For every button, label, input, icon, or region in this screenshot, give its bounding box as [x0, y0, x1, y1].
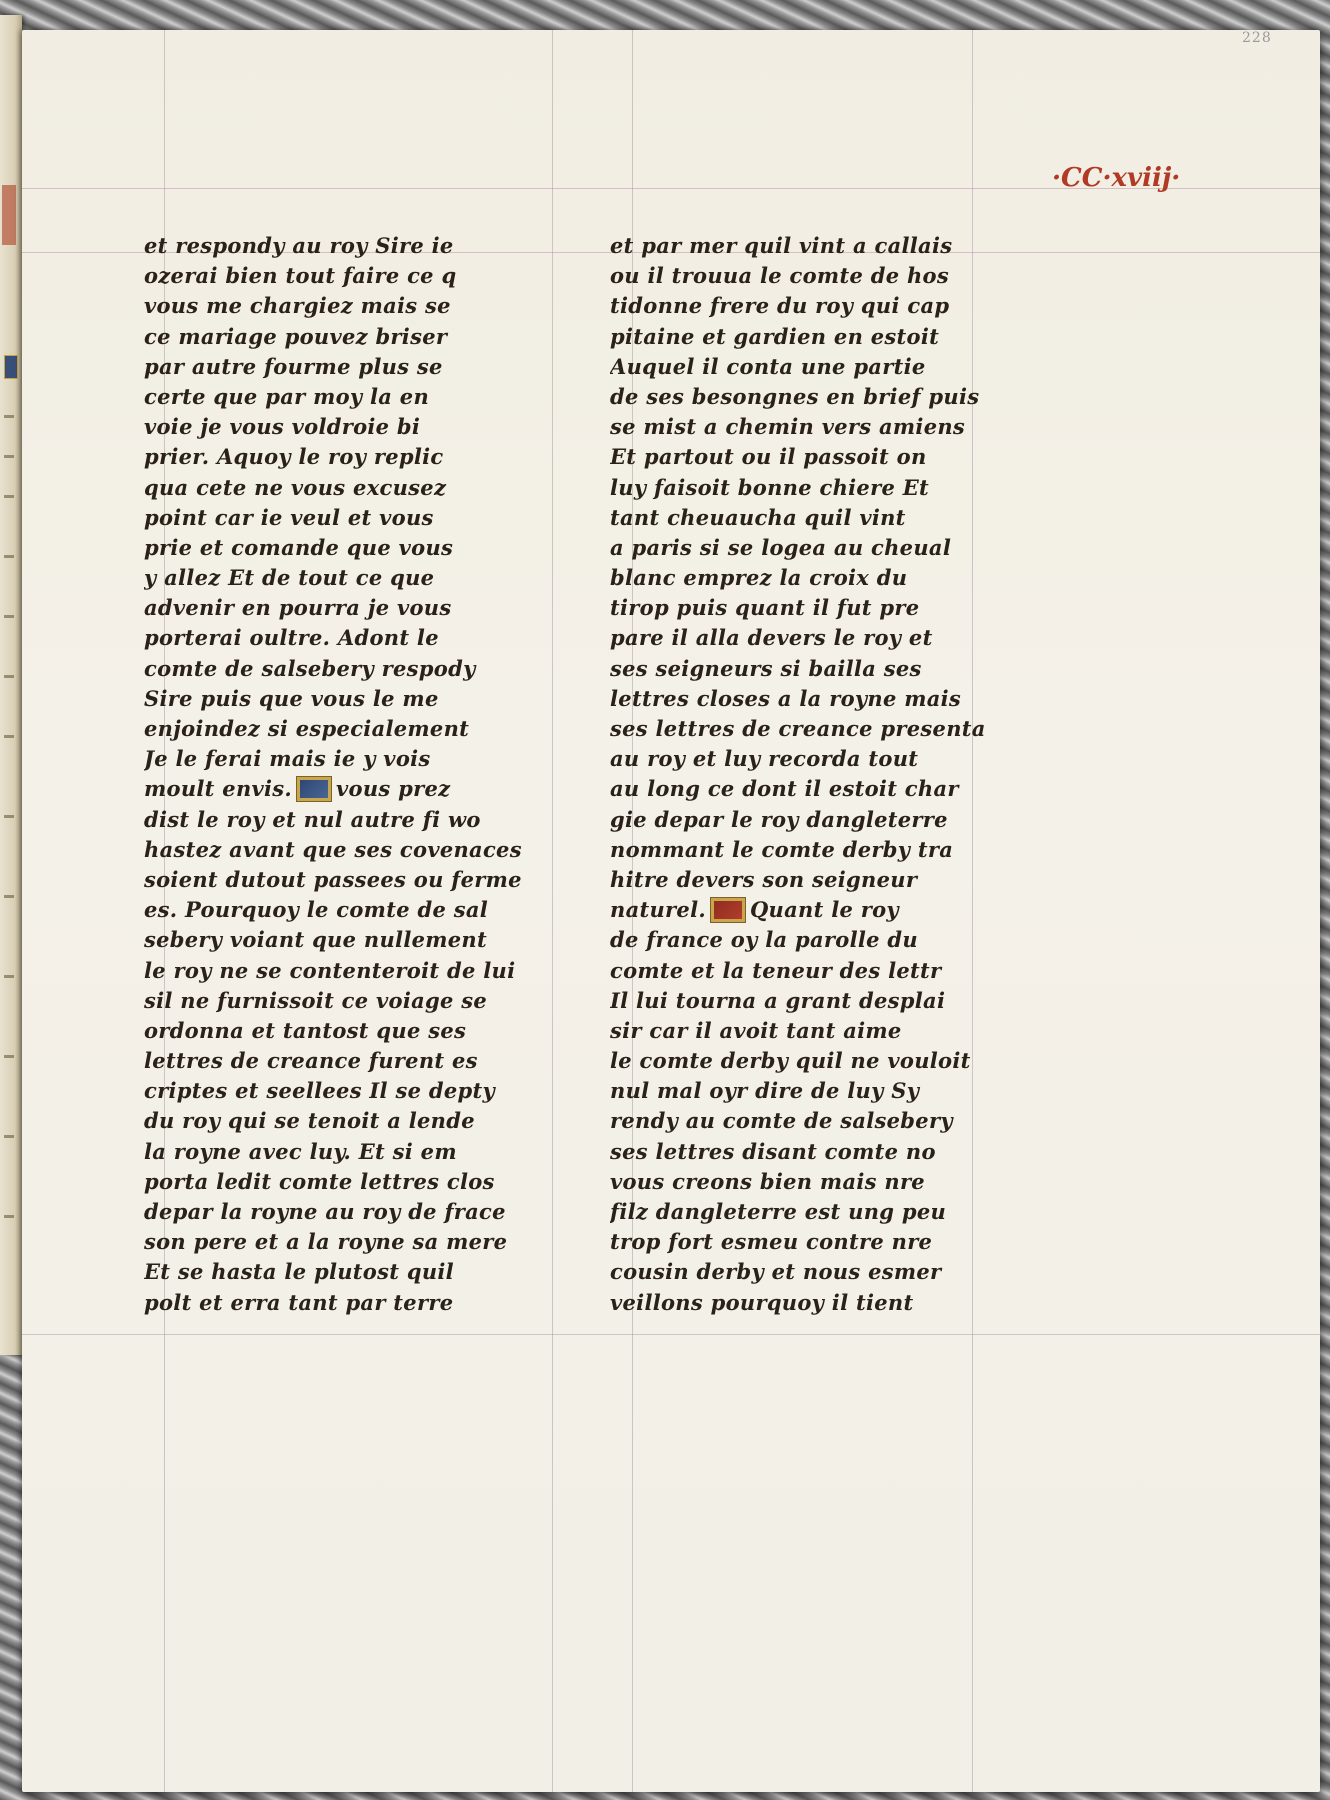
previous-page-edge [0, 15, 22, 1355]
text-line: Il lui tourna a grant desplai [610, 987, 946, 1013]
text-line: cousin derby et nous esmer [610, 1259, 942, 1285]
text-segment: vous prez [336, 776, 451, 802]
text-line: et respondy au roy Sire ie [144, 233, 454, 258]
text-line: filz dangleterre est ung peu [610, 1199, 947, 1224]
text-line: veillons pourquoy il tient [610, 1289, 914, 1315]
text-line: es. Pourquoy le comte de sal [144, 897, 489, 923]
text-line: nul mal oyr dire de luy Sy [610, 1078, 920, 1104]
text-line: Et se hasta le plutost quil [144, 1259, 454, 1285]
decorated-initial [296, 776, 332, 802]
text-line: point car ie veul et vous [144, 504, 434, 530]
chapter-number: ·CC·xviij· [1052, 163, 1181, 193]
text-line: advenir en pourra je vous [144, 595, 452, 621]
text-line: polt et erra tant par terre [144, 1289, 454, 1315]
initial-fragment [4, 355, 18, 379]
text-column-right [610, 231, 990, 1318]
text-line: ce mariage pouvez briser [144, 323, 448, 349]
text-line: ozerai bien tout faire ce q [144, 263, 457, 289]
ruling-line [22, 1334, 1320, 1335]
text-line: dist le roy et nul autre fi wo [144, 806, 481, 832]
text-line: son pere et a la royne sa mere [144, 1229, 508, 1255]
text-line: voie je vous voldroie bi [144, 414, 421, 440]
text-line: ses seigneurs si bailla ses [610, 655, 922, 681]
text-line: comte et la teneur des lettr [610, 957, 942, 983]
text-line: porta ledit comte lettres clos [144, 1168, 495, 1194]
text-line: luy faisoit bonne chiere Et [610, 474, 930, 500]
text-line: hitre devers son seigneur [610, 866, 918, 892]
decorated-initial [710, 897, 746, 923]
text-line: trop fort esmeu contre nre [610, 1229, 933, 1255]
text-line: lettres de creance furent es [144, 1048, 478, 1074]
text-line: le roy ne se contenteroit de lui [144, 957, 516, 983]
text-line: vous me chargiez mais se [144, 293, 451, 319]
text-line: tirop puis quant il fut pre [610, 595, 920, 621]
text-line: lettres closes a la royne mais [610, 685, 962, 711]
text-line: le comte derby quil ne vouloit [610, 1048, 971, 1074]
ruling-line [552, 30, 553, 1792]
text-line: hastez avant que ses covenaces [144, 836, 522, 862]
text-line: et par mer quil vint a callais [610, 233, 953, 258]
text-line: Je le ferai mais ie y vois [144, 746, 431, 772]
text-line: ou il trouua le comte de hos [610, 263, 949, 289]
text-column-left [144, 231, 524, 1318]
text-line: comte de salsebery respody [144, 655, 476, 681]
text-line: prier. Aquoy le roy replic [144, 444, 444, 470]
text-segment: naturel. [610, 897, 706, 923]
rubric-fragment [2, 185, 16, 245]
text-line: du roy qui se tenoit a lende [144, 1108, 475, 1134]
text-line: tidonne frere du roy qui cap [610, 293, 950, 319]
text-line: de ses besongnes en brief puis [610, 383, 980, 409]
text-line: se mist a chemin vers amiens [610, 414, 966, 440]
text-line: Sire puis que vous le me [144, 685, 439, 711]
text-line: rendy au comte de salsebery [610, 1108, 953, 1134]
text-line: y allez Et de tout ce que [144, 565, 435, 591]
folio-number: 228 [1242, 30, 1272, 46]
text-line: soient dutout passees ou ferme [144, 866, 522, 892]
text-line: pare il alla devers le roy et [610, 625, 933, 651]
text-line: ses lettres de creance presenta [610, 716, 986, 741]
text-line: depar la royne au roy de frace [144, 1199, 506, 1224]
text-line: par autre fourme plus se [144, 353, 443, 379]
text-line: blanc emprez la croix du [610, 565, 908, 591]
text-line: vous creons bien mais nre [610, 1168, 925, 1194]
text-line: a paris si se logea au cheual [610, 534, 952, 560]
text-line: ses lettres disant comte no [610, 1138, 936, 1164]
text-line: ordonna et tantost que ses [144, 1017, 467, 1043]
text-line [144, 774, 524, 804]
text-line: criptes et seellees Il se depty [144, 1078, 495, 1104]
text-line: sebery voiant que nullement [144, 927, 488, 953]
text-line: au long ce dont il estoit char [610, 776, 959, 802]
text-line: certe que par moy la en [144, 383, 430, 409]
text-segment: moult envis. [144, 776, 293, 802]
text-line: prie et comande que vous [144, 534, 454, 560]
text-line: la royne avec luy. Et si em [144, 1138, 457, 1164]
text-segment: Quant le roy [749, 897, 899, 923]
text-line: de france oy la parolle du [610, 927, 918, 953]
text-line: sil ne furnissoit ce voiage se [144, 987, 488, 1013]
text-line: nommant le comte derby tra [610, 836, 954, 862]
text-line: pitaine et gardien en estoit [610, 323, 940, 349]
text-line: tant cheuaucha quil vint [610, 504, 906, 530]
text-line [610, 895, 990, 925]
text-line: gie depar le roy dangleterre [610, 806, 948, 832]
text-line: sir car il avoit tant aime [610, 1017, 902, 1043]
text-line: porterai oultre. Adont le [144, 625, 439, 651]
text-line: Et partout ou il passoit on [610, 444, 927, 470]
text-line: au roy et luy recorda tout [610, 746, 919, 772]
text-line: qua cete ne vous excusez [144, 474, 447, 500]
text-line: enjoindez si especialement [144, 716, 470, 741]
text-line: Auquel il conta une partie [610, 353, 926, 379]
